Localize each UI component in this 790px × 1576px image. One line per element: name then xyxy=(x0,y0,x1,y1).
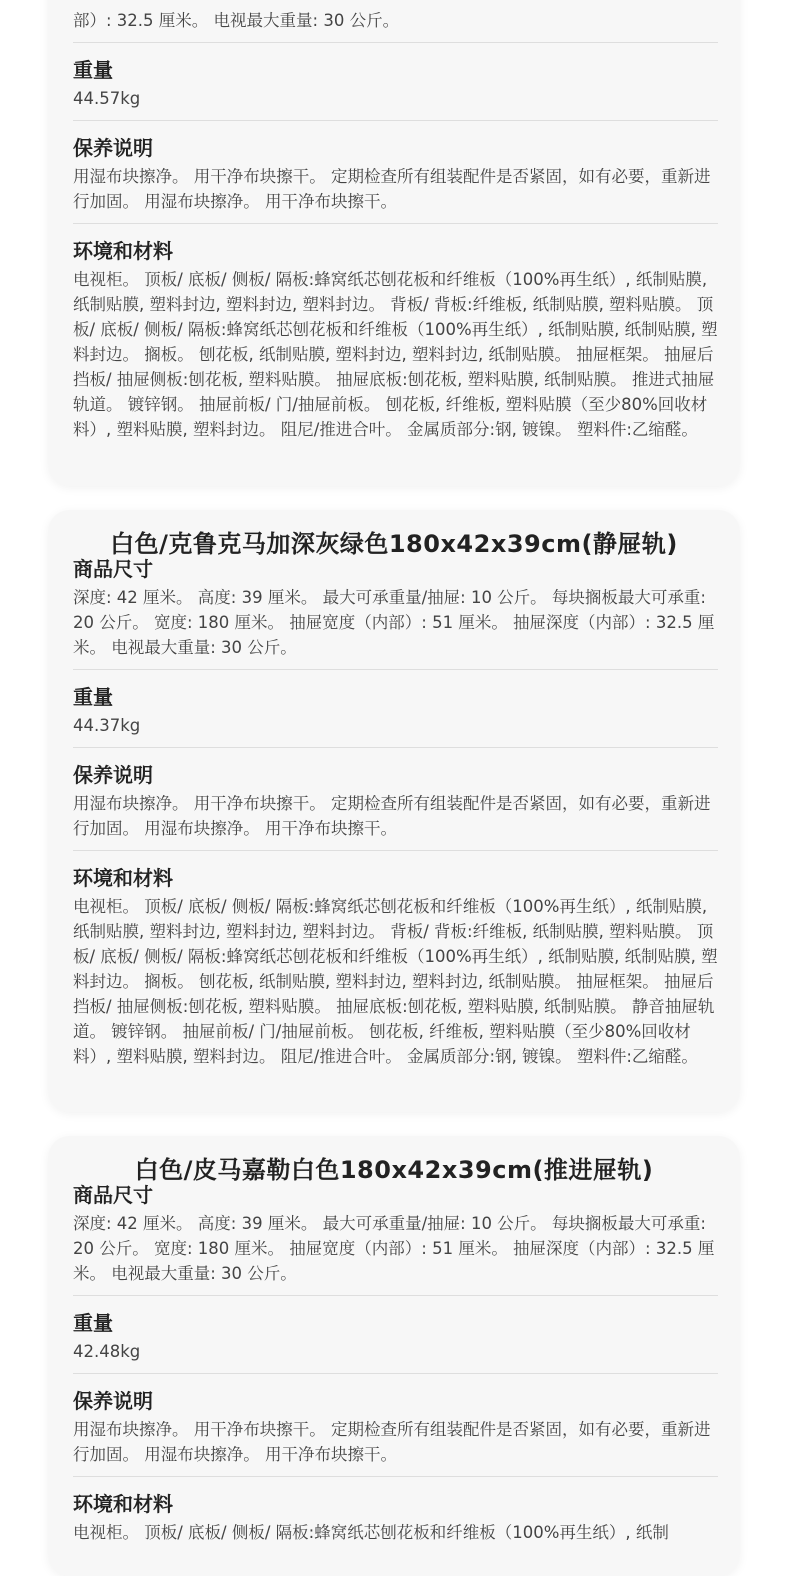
care-section xyxy=(73,762,718,841)
materials-section xyxy=(73,238,718,442)
dimensions-heading: 商品尺寸 xyxy=(73,557,153,581)
materials-heading: 环境和材料 xyxy=(73,866,173,890)
divider xyxy=(73,747,718,748)
materials-section xyxy=(73,1491,718,1545)
materials-text: 电视柜。 顶板/ 底板/ 侧板/ 隔板:蜂窝纸芯刨花板和纤维板（100%再生纸）, 纸制贴膜, 纸制贴膜, 塑料封边, 塑料封边, 塑料封边。 背板/ 背板:纤维板, 纸制贴膜, 塑料贴膜。 顶板/ 底板/ 侧板/ 隔板:蜂窝纸芯刨花板和纤维板（100%再生纸）, 纸制贴膜, 纸制贴膜, 塑料封边。 搁板。 刨花板, 纸制贴膜, 塑料封边, 塑料封边, 纸制贴膜。 抽屉框架。 抽屉后挡板/ 抽屉侧板:刨花板, 塑料贴膜。 抽屉底板:刨花板, 塑料贴膜, 纸制贴膜。 推进式抽屉轨道。 镀锌钢。 抽屉前板/ 门/抽屉前板。 刨花板, 纤维板, 塑料贴膜（至少80%回收材料）, 塑料贴膜, 塑料封边。 阻尼/推进合叶。 金属质部分:钢, 镀镍。 塑料件:乙缩醛。 xyxy=(73,270,718,439)
weight-heading: 重量 xyxy=(73,685,113,709)
product-card-1 xyxy=(48,0,740,486)
materials-text: 电视柜。 顶板/ 底板/ 侧板/ 隔板:蜂窝纸芯刨花板和纤维板（100%再生纸）, 纸制贴膜, 纸制贴膜, 塑料封边, 塑料封边, 塑料封边。 背板/ 背板:纤维板, 纸制贴膜, 塑料贴膜。 顶板/ 底板/ 侧板/ 隔板:蜂窝纸芯刨花板和纤维板（100%再生纸）, 纸制贴膜, 纸制贴膜, 塑料封边。 搁板。 刨花板, 纸制贴膜, 塑料封边, 塑料封边, 纸制贴膜。 抽屉框架。 抽屉后挡板/ 抽屉侧板:刨花板, 塑料贴膜。 抽屉底板:刨花板, 塑料贴膜, 纸制贴膜。 静音抽屉轨道。 镀锌钢。 抽屉前板/ 门/抽屉前板。 刨花板, 纤维板, 塑料贴膜（至少80%回收材料）, 塑料贴膜, 塑料封边。 阻尼/推进合叶。 金属质部分:钢, 镀镍。 塑料件:乙缩醛。 xyxy=(73,897,718,1066)
dimensions-heading: 商品尺寸 xyxy=(73,1183,153,1207)
variant-title: 白色/皮马嘉勒白色180x42x39cm(推进屉轨) xyxy=(134,1156,654,1184)
materials-heading: 环境和材料 xyxy=(73,1492,173,1516)
care-heading: 保养说明 xyxy=(73,136,153,160)
divider xyxy=(73,223,718,224)
care-text: 用湿布块擦净。 用干净布块擦干。 定期检查所有组装配件是否紧固，如有必要，重新进行加固。 用湿布块擦净。 用干净布块擦干。 xyxy=(73,1420,711,1464)
weight-heading: 重量 xyxy=(73,1311,113,1335)
variant-title: 白色/克鲁克马加深灰绿色180x42x39cm(静屉轨) xyxy=(110,530,678,558)
divider xyxy=(73,850,718,851)
care-text: 用湿布块擦净。 用干净布块擦干。 定期检查所有组装配件是否紧固，如有必要，重新进行加固。 用湿布块擦净。 用干净布块擦干。 xyxy=(73,794,711,838)
weight-value: 44.57kg xyxy=(73,89,141,108)
dimensions-section xyxy=(73,556,718,660)
divider xyxy=(73,42,718,43)
care-section xyxy=(73,135,718,214)
care-heading: 保养说明 xyxy=(73,763,153,787)
dimensions-section xyxy=(73,1182,718,1286)
divider xyxy=(73,669,718,670)
weight-section xyxy=(73,57,718,111)
dimensions-text-tail: 部）: 32.5 厘米。 电视最大重量: 30 公斤。 xyxy=(73,11,400,30)
weight-section xyxy=(73,684,718,738)
divider xyxy=(73,120,718,121)
materials-text: 电视柜。 顶板/ 底板/ 侧板/ 隔板:蜂窝纸芯刨花板和纤维板（100%再生纸）, 纸制 xyxy=(73,1523,669,1542)
care-text: 用湿布块擦净。 用干净布块擦干。 定期检查所有组装配件是否紧固，如有必要，重新进行加固。 用湿布块擦净。 用干净布块擦干。 xyxy=(73,167,711,211)
weight-section xyxy=(73,1310,718,1364)
divider xyxy=(73,1373,718,1374)
care-heading: 保养说明 xyxy=(73,1389,153,1413)
weight-heading: 重量 xyxy=(73,58,113,82)
dimensions-text: 深度: 42 厘米。 高度: 39 厘米。 最大可承重量/抽屉: 10 公斤。 每块搁板最大可承重: 20 公斤。 宽度: 180 厘米。 抽屉宽度（内部）: 51 厘米。 抽屉深度（内部）: 32.5 厘米。 电视最大重量: 30 公斤。 xyxy=(73,588,715,657)
weight-value: 42.48kg xyxy=(73,1342,141,1361)
materials-section xyxy=(73,865,718,1069)
product-card-2 xyxy=(48,510,740,1112)
divider xyxy=(73,1295,718,1296)
weight-value: 44.37kg xyxy=(73,716,141,735)
product-card-3 xyxy=(48,1136,740,1576)
divider xyxy=(73,1476,718,1477)
care-section xyxy=(73,1388,718,1467)
dimensions-text: 深度: 42 厘米。 高度: 39 厘米。 最大可承重量/抽屉: 10 公斤。 每块搁板最大可承重: 20 公斤。 宽度: 180 厘米。 抽屉宽度（内部）: 51 厘米。 抽屉深度（内部）: 32.5 厘米。 电视最大重量: 30 公斤。 xyxy=(73,1214,715,1283)
materials-heading: 环境和材料 xyxy=(73,239,173,263)
